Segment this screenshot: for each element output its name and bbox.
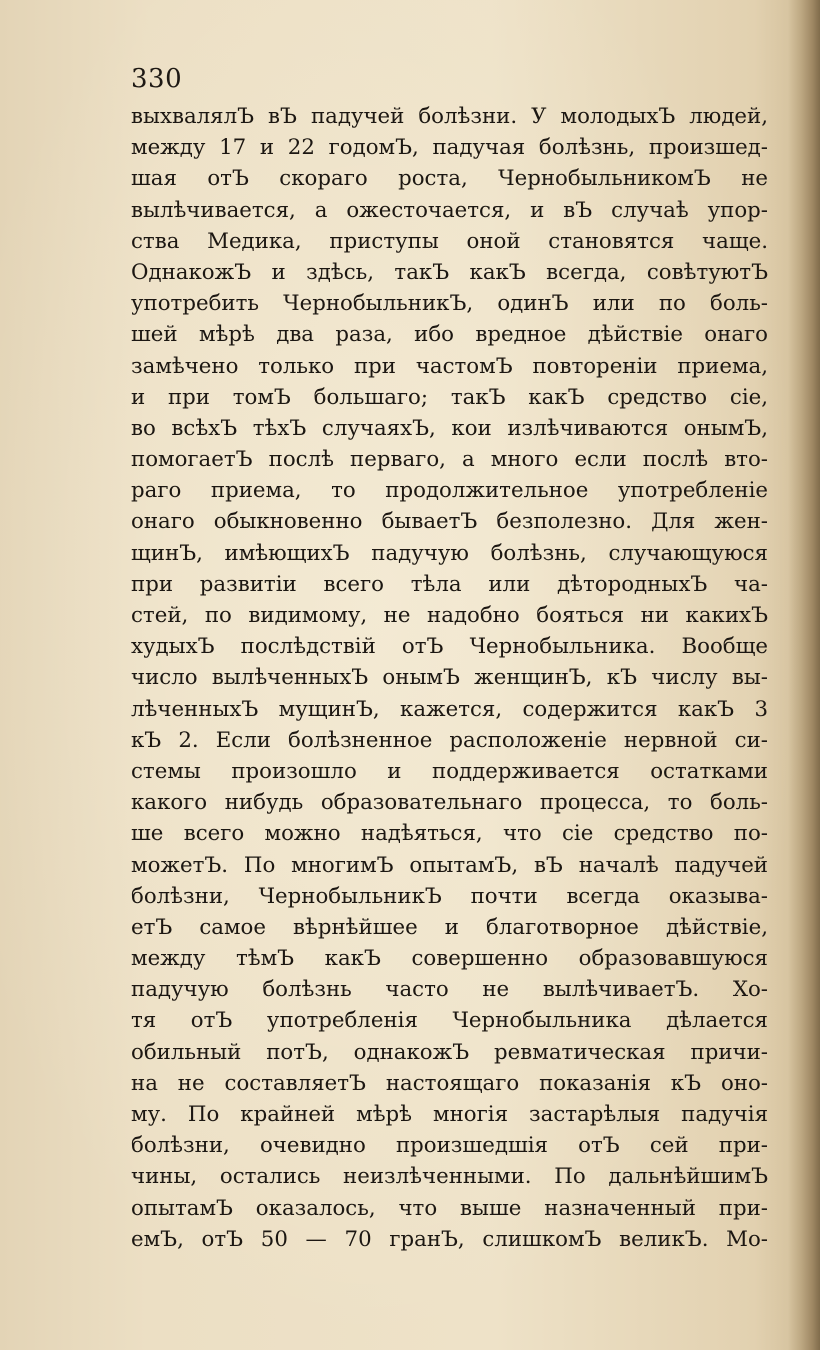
text-line: стемы произошло и поддерживается остатками [131, 758, 768, 784]
body-text [131, 101, 768, 1255]
text-line: раго приема, то продолжительное употребленіе [131, 478, 768, 504]
text-line: шая отЪ скораго роста, ЧернобыльникомЪ не [131, 166, 768, 192]
text-line: шей мѣрѣ два раза, ибо вредное дѣйствіе онаго [131, 322, 768, 348]
text-line: ше всего можно надѣяться, что сіе средство по- [131, 821, 768, 847]
text-line: етЪ самое вѣрнѣйшее и благотворное дѣйствіе, [131, 914, 768, 940]
text-line: между 17 и 22 годомЪ, падучая болѣзнь, произшед- [131, 135, 768, 161]
text-line: тя отЪ употребленія Чернобыльника дѣлается [131, 1008, 768, 1034]
text-line: му. По крайней мѣрѣ многія застарѣлыя падучія [131, 1102, 768, 1127]
text-line: на не составляетЪ настоящаго показанія кЪ оно- [131, 1070, 768, 1096]
page-binding-shadow [788, 0, 820, 1350]
text-line: при развитіи всего тѣла или дѣтородныхЪ ча- [131, 571, 768, 597]
text-line: лѣченныхЪ мущинЪ, кажется, содержится какЪ 3 [131, 696, 768, 722]
text-line: чины, остались неизлѣченными. По дальнѣйшимЪ [131, 1164, 768, 1190]
text-line: вылѣчивается, а ожесточается, и вЪ случаѣ упор- [131, 197, 768, 223]
text-line: выхвалялЪ вЪ падучей болѣзни. У молодыхЪ людей, [131, 104, 768, 129]
text-line: обильный потЪ, однакожЪ ревматическая причи- [131, 1039, 768, 1065]
text-line: можетЪ. По многимЪ опытамЪ, вЪ началѣ падучей [131, 852, 768, 878]
text-line: во всѣхЪ тѣхЪ случаяхЪ, кои излѣчиваются онымЪ, [131, 415, 768, 441]
text-line: болѣзни, ЧернобыльникЪ почти всегда оказыва- [131, 883, 768, 909]
text-line: употребить ЧернобыльникЪ, одинЪ или по боль- [131, 291, 768, 317]
text-line: какого нибудь образовательнаго процесса, то боль- [131, 790, 768, 816]
text-line: стей, по видимому, не надобно бояться ни какихЪ [131, 603, 768, 628]
text-line: и при томЪ большаго; такЪ какЪ средство сіе, [131, 384, 768, 410]
text-line: число вылѣченныхЪ онымЪ женщинЪ, кЪ числу вы- [131, 665, 768, 691]
text-line: щинЪ, имѣющихЪ падучую болѣзнь, случающуюся [131, 540, 768, 566]
text-line: между тѣмЪ какЪ совершенно образовавшуюся [131, 946, 768, 972]
text-line: падучую болѣзнь часто не вылѣчиваетЪ. Хо- [131, 977, 768, 1003]
text-line: худыхЪ послѣдствій отЪ Чернобыльника. Вообще [131, 634, 768, 660]
page-number: 330 [131, 64, 183, 94]
text-line: болѣзни, очевидно произшедшія отЪ сей при- [131, 1133, 768, 1159]
text-line: ства Медика, приступы оной становятся чаще. [131, 228, 768, 254]
text-line: опытамЪ оказалось, что выше назначенный при- [131, 1195, 768, 1221]
text-line: кЪ 2. Если болѣзненное расположеніе нервной си- [131, 727, 768, 753]
text-line: онаго обыкновенно бываетЪ безполезно. Для жен- [131, 509, 768, 535]
text-line: помогаетЪ послѣ перваго, а много если послѣ вто- [131, 447, 768, 473]
text-line: ОднакожЪ и здѣсь, такЪ какЪ всегда, совѣтуютЪ [131, 259, 768, 285]
text-line: емЪ, отЪ 50 — 70 гранЪ, слишкомЪ великЪ. Мо- [131, 1226, 768, 1252]
text-line: замѣчено только при частомЪ повтореніи приема, [131, 353, 768, 379]
